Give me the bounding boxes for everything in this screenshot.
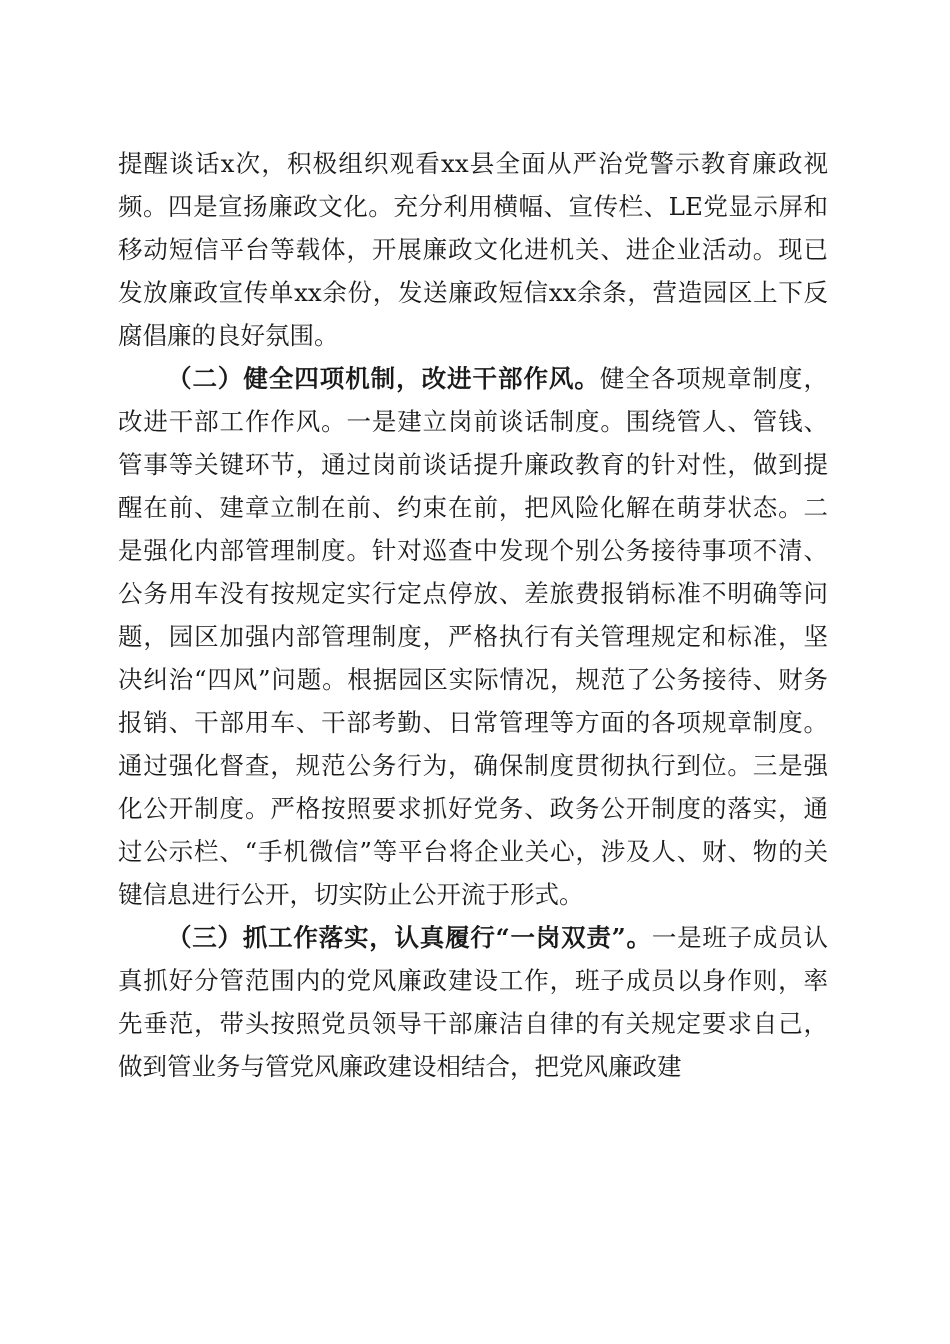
paragraph-3	[118, 916, 828, 1088]
paragraph-1: 提醒谈话x次，积极组织观看xx县全面从严治党警示教育廉政视频。四是宣扬廉政文化。充分利用横幅、宣传栏、LE党显示屏和移动短信平台等载体，开展廉政文化进机关、进企业活动。现已发放廉政宣传单xx余份，发送廉政短信xx余条，营造园区上下反腐倡廉的良好氛围。	[118, 149, 828, 350]
paragraph-3-body: 一是班子成员认真抓好分管范围内的党风廉政建设工作，班子成员以身作则，率先垂范，带头按照党员领导干部廉洁自律的有关规定要求自己，做到管业务与管党风廉政建设相结合，把党风廉政建	[118, 923, 828, 1081]
document-body	[118, 142, 828, 1088]
paragraph-3-heading: （三）抓工作落实，认真履行“一岗双责”。	[167, 923, 652, 952]
paragraph-2-heading: （二）健全四项机制，改进干部作风。	[167, 364, 600, 393]
paragraph-2	[118, 357, 828, 916]
paragraph-2-body: 健全各项规章制度，改进干部工作作风。一是建立岗前谈话制度。围绕管人、管钱、管事等关键环节，通过岗前谈话提升廉政教育的针对性，做到提醒在前、建章立制在前、约束在前，把风险化解在萌芽状态。二是强化内部管理制度。针对巡查中发现个别公务接待事项不清、公务用车没有按规定实行定点停放、差旅费报销标准不明确等问题，园区加强内部管理制度，严格执行有关管理规定和标准，坚决纠治“四风”问题。根据园区实际情况，规范了公务接待、财务报销、干部用车、干部考勤、日常管理等方面的各项规章制度。通过强化督查，规范公务行为，确保制度贯彻执行到位。三是强化公开制度。严格按照要求抓好党务、政务公开制度的落实，通过公示栏、“手机微信”等平台将企业关心，涉及人、财、物的关键信息进行公开，切实防止公开流于形式。	[118, 364, 829, 909]
